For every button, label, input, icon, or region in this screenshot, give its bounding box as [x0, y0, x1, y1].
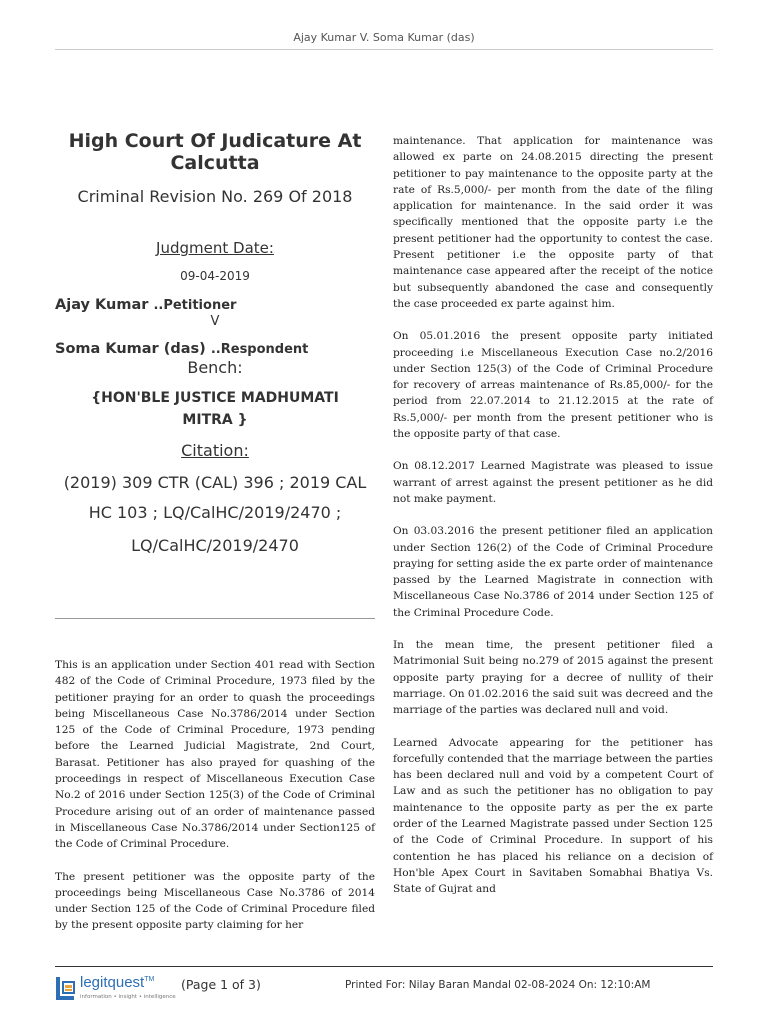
printed-info: Printed For: Nilay Baran Mandal 02-08-2024 On: 12:10:AM: [345, 979, 651, 991]
versus: V: [210, 314, 220, 329]
paragraph: maintenance. That application for maintenance was allowed ex parte on 24.08.2015 directing the present petitioner to pay maintenance to the opposite party at the rate of Rs.5,000/- per month from the date of the filing application for maintenance. In the said order it was specifically mentioned that the opposite party i.e the present petitioner had the opportunity to contest the case. Present petitioner i.e the opposite party of that maintenance case appeared after the receipt of the notice but subsequently abandoned the case and consequently the case proceeded ex parte against him.: [393, 135, 713, 310]
petitioner-role: ..Petitioner: [153, 298, 237, 313]
court-title: High Court Of Judicature At Calcutta: [68, 130, 362, 174]
running-header: Ajay Kumar V. Soma Kumar (das): [293, 31, 475, 44]
bench: {HON'BLE JUSTICE MADHUMATI MITRA }: [91, 390, 339, 428]
citation-label: Citation:: [181, 441, 249, 460]
bench-label: Bench:: [187, 358, 243, 377]
citation: (2019) 309 CTR (CAL) 396 ; 2019 CAL HC 103 ; LQ/CalHC/2019/2470 ;: [63, 473, 367, 522]
respondent-name: Soma Kumar (das): [55, 341, 206, 357]
left-column-text: [55, 657, 375, 934]
logo-icon: [55, 976, 77, 1002]
judgment-date: 09-04-2019: [180, 269, 250, 283]
logo-tagline: information • insight • intelligence: [80, 994, 176, 1000]
paragraph: On 03.03.2016 the present petitioner filed an application under Section 126(2) of the Code of Criminal Procedure praying for setting aside the ex parte order of maintenance passed by the Learned Magistrate in connection with Miscellaneous Case No.3786 of 2014 under Section 125 of the Criminal Procedure Code.: [393, 525, 713, 619]
paragraph: In the mean time, the present petitioner filed a Matrimonial Suit being no.279 of 2015 against the present opposite party praying for a decree of nullity of their marriage. On 01.02.2016 the said suit was decreed and the marriage of the parties was declared null and void.: [393, 639, 713, 717]
respondent-role: ..Respondent: [210, 342, 309, 357]
footer: [55, 974, 713, 1004]
summary-divider: [55, 618, 375, 619]
paragraph: On 08.12.2017 Learned Magistrate was pleased to issue warrant of arrest against the present petitioner as he did not make payment.: [393, 460, 713, 505]
paragraph: This is an application under Section 401 read with Section 482 of the Code of Criminal Procedure, 1973 filed by the petitioner praying for an order to quash the proceedings being Miscellaneous Case No.3786/2014 under Section 125 of the Code of Criminal Procedure, 1973 pending before the Learned Judicial Magistrate, 2nd Court, Barasat. Petitioner has also prayed for quashing of the proceedings in respect of Miscellaneous Execution Case No.2 of 2016 under Section 125(3) of the Code of Criminal Procedure arising out of an order of maintenance passed in Miscellaneous Case No.3786/2014 under Section125 of the Code of Criminal Procedure.: [55, 659, 375, 851]
logo-text: legitquest™: [80, 974, 155, 991]
legitquest-logo[interactable]: [55, 974, 175, 1004]
paragraph: On 05.01.2016 the present opposite party initiated proceeding i.e Miscellaneous Execution Case no.2/2016 under Section 125(3) of the Code of Criminal Procedure for recovery of arreas maintenance of Rs.85,000/- for the period from 22.07.2014 to 21.12.2015 at the rate of Rs.5,000/- per month from the present petitioner who is the opposite party of that case.: [393, 330, 713, 441]
paragraph: Learned Advocate appearing for the petitioner has forcefully contended that the marriage between the parties has been declared null and void by a competent Court of Law and as such the petitioner has no obligation to pay maintenance to the opposite party as per the ex parte order of the Learned Magistrate passed under Section 125 of the Code of Criminal Procedure. In support of his contention he has placed his reliance on a decision of Hon'ble Apex Court in Savitaben Somabhai Bhatiya Vs. State of Gujrat and: [393, 736, 713, 896]
page-indicator: (Page 1 of 3): [181, 977, 261, 992]
petitioner: [55, 297, 375, 313]
paragraph: The present petitioner was the opposite party of the proceedings being Miscellaneous Case No.3786 of 2014 under Section 125 of the Code of Criminal Procedure filed by the present opposite party claiming for her: [55, 870, 375, 932]
citation-extra: LQ/CalHC/2019/2470: [131, 536, 299, 555]
judgment-date-label: Judgment Date:: [156, 239, 274, 257]
case-number: Criminal Revision No. 269 Of 2018: [77, 187, 353, 206]
footer-divider: [55, 966, 713, 967]
header-divider: [55, 49, 713, 50]
petitioner-name: Ajay Kumar: [55, 297, 149, 313]
case-summary: [55, 130, 375, 555]
right-column-text: [393, 133, 713, 897]
respondent: [55, 341, 375, 357]
